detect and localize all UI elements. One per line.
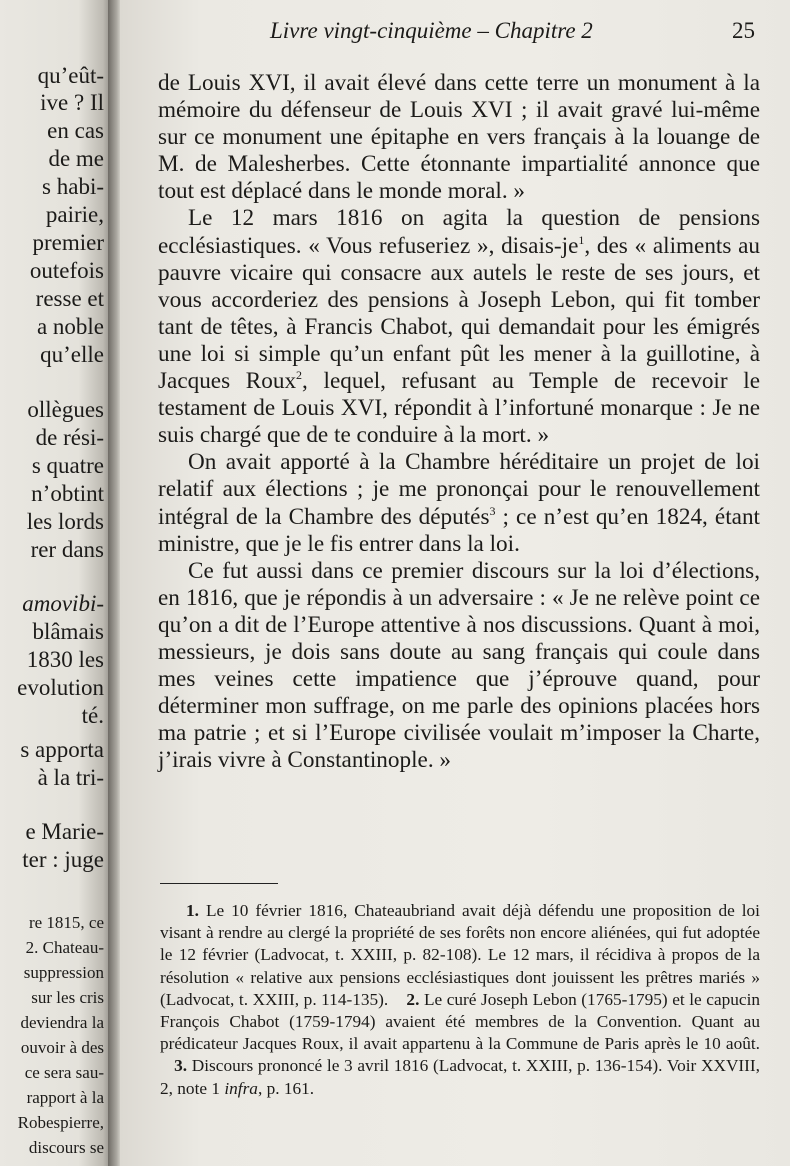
paragraph-text: ; ce n’est qu’en 1824, étant ministre, que je le fis entrer dans la loi. xyxy=(158,503,760,557)
left-footnote-line: rapport à la xyxy=(26,1088,104,1107)
left-line: a noble xyxy=(36,314,104,339)
paragraph-text: , lequel, refusant au Temple de recevoir le testament de Louis XVI, répondit à l’infortuné monarque : Je ne suis chargé que de te conduire à la mort. » xyxy=(158,368,760,449)
left-line: s habi- xyxy=(42,174,104,199)
running-head: Livre vingt-cinquième – Chapitre 2 xyxy=(270,18,593,43)
footnote-ref: 3 xyxy=(489,503,496,518)
paragraph: de Louis XVI, il avait élevé dans cette terre un monument à la mémoire du défenseur de Louis XVI ; il avait gravé lui-même sur ce monument une épitaphe en vers français à la louange de M. de Malesherbes. Cette étonnante impartialité annonce que tout est déplacé dans le monde moral. » xyxy=(158,70,760,205)
left-footnote-line: ouvoir à des xyxy=(20,1038,104,1057)
left-line: qu’elle xyxy=(40,342,104,367)
left-line: de me xyxy=(48,146,104,171)
left-footnote-line: Robespierre, xyxy=(17,1113,104,1132)
left-footnote-line: ce sera sau- xyxy=(24,1063,104,1082)
right-page xyxy=(120,0,790,1166)
footnotes xyxy=(160,900,760,1100)
footnote-ref: 2 xyxy=(296,368,303,383)
footnote-number: 2. xyxy=(406,989,420,1009)
left-line: s apporta xyxy=(20,737,104,762)
paragraph-text: Le 12 mars 1816 on agita la question de pensions ecclésiastiques. « Vous refuseriez », disais-je xyxy=(158,205,760,259)
left-line: e Marie- xyxy=(25,819,104,844)
footnote-italic: infra xyxy=(224,1078,258,1098)
paragraph-text: On avait apporté à la Chambre héréditaire un projet de loi relatif aux élections ; je me prononçai pour le renouvellement intégral de la Chambre des députés xyxy=(158,449,760,530)
left-line: pairie, xyxy=(45,202,104,227)
left-line: blâmais xyxy=(32,619,104,644)
left-footnote-line: re 1815, ce xyxy=(28,913,104,932)
page-number: 25 xyxy=(732,18,755,43)
left-line: qu’eût- xyxy=(37,63,104,88)
left-line: à la tri- xyxy=(37,765,104,790)
left-page-fragment xyxy=(0,0,112,1166)
footnote-ref: 1 xyxy=(578,232,585,247)
left-line: ter : juge xyxy=(22,847,104,872)
paragraph-text: , des « aliments au pauvre vicaire qui consacre aux autels le reste de ses jours, et vous accorderiez des pensions à Joseph Lebon, qui fit tomber tant de têtes, à Francis Chabot, qui demandait pour les émigrés une loi si simple qu’un enfant pût les mener à la guillotine, à Jacques Roux xyxy=(158,232,760,395)
left-line: outefois xyxy=(29,258,104,283)
left-line: 1830 les xyxy=(26,647,104,672)
left-line: ollègues xyxy=(27,397,104,422)
left-line: en cas xyxy=(47,118,104,143)
paragraph xyxy=(158,449,760,557)
footnote-text: Le curé Joseph Lebon (1765-1795) et le capucin François Chabot (1759-1794) avaient été membres de la Convention. Quant au prédicateur Jacques Roux, il avait appartenu à la Commune de Paris après le 10 août. xyxy=(160,989,761,1054)
left-line: de rési- xyxy=(35,425,104,450)
footnote-text: , p. 161. xyxy=(257,1078,315,1098)
footnote-rule xyxy=(160,883,278,884)
left-line: resse et xyxy=(35,286,104,311)
left-line: té. xyxy=(81,703,104,728)
left-line: les lords xyxy=(26,509,104,534)
left-line: premier xyxy=(32,230,104,255)
left-line: amovibi- xyxy=(22,591,104,616)
left-footnote-line: 2. Chateau- xyxy=(25,938,104,957)
left-footnote-line: discours se xyxy=(28,1138,104,1157)
left-line: rer dans xyxy=(30,537,104,562)
paragraph xyxy=(158,205,760,449)
footnote-text: Discours prononcé le 3 avril 1816 (Ladvocat, t. XXIII, p. 136-154). Voir XXVIII, 2, note 1 xyxy=(160,1056,761,1098)
left-footnote-line: deviendra la xyxy=(20,1013,104,1032)
left-footnote-line: sur les cris xyxy=(31,988,104,1007)
left-line: evolution xyxy=(17,675,104,700)
left-line: n’obtint xyxy=(31,481,104,506)
paragraph: Ce fut aussi dans ce premier discours sur la loi d’élections, en 1816, que je répondis à un adversaire : « Je ne relève point ce qu’on a dit de l’Europe attentive à nos discussions. Quant à moi, messieurs, je dois sans doute au sang français qui coule dans mes veines cette impatience que j’éprouve quand, pour déterminer mon suffrage, on me parle des opinions placées hors ma patrie ; et si l’Europe civilisée voulait m’imposer la Charte, j’irais vivre à Constantinople. » xyxy=(158,557,760,774)
footnote-text: Le 10 février 1816, Chateaubriand avait déjà défendu une proposition de loi visant à rendre au clergé la propriété de ses forêts non encore aliénées, qui fut adoptée le 12 février (Ladvocat, t. XXIII, p. 82-108). Le 12 mars, il récidiva à propos de la résolution « relative aux pensions ecclésiastiques dont jouissent les prêtres mariés » (Ladvocat, t. XXIII, p. 114-135). xyxy=(160,901,760,1009)
footnote-number: 1. xyxy=(186,901,199,920)
left-line: ive ? Il xyxy=(40,90,104,115)
left-footnote-line: suppression xyxy=(23,963,104,982)
left-line: s quatre xyxy=(31,453,104,478)
footnote-number: 3. xyxy=(174,1056,188,1076)
body-text xyxy=(158,70,760,774)
